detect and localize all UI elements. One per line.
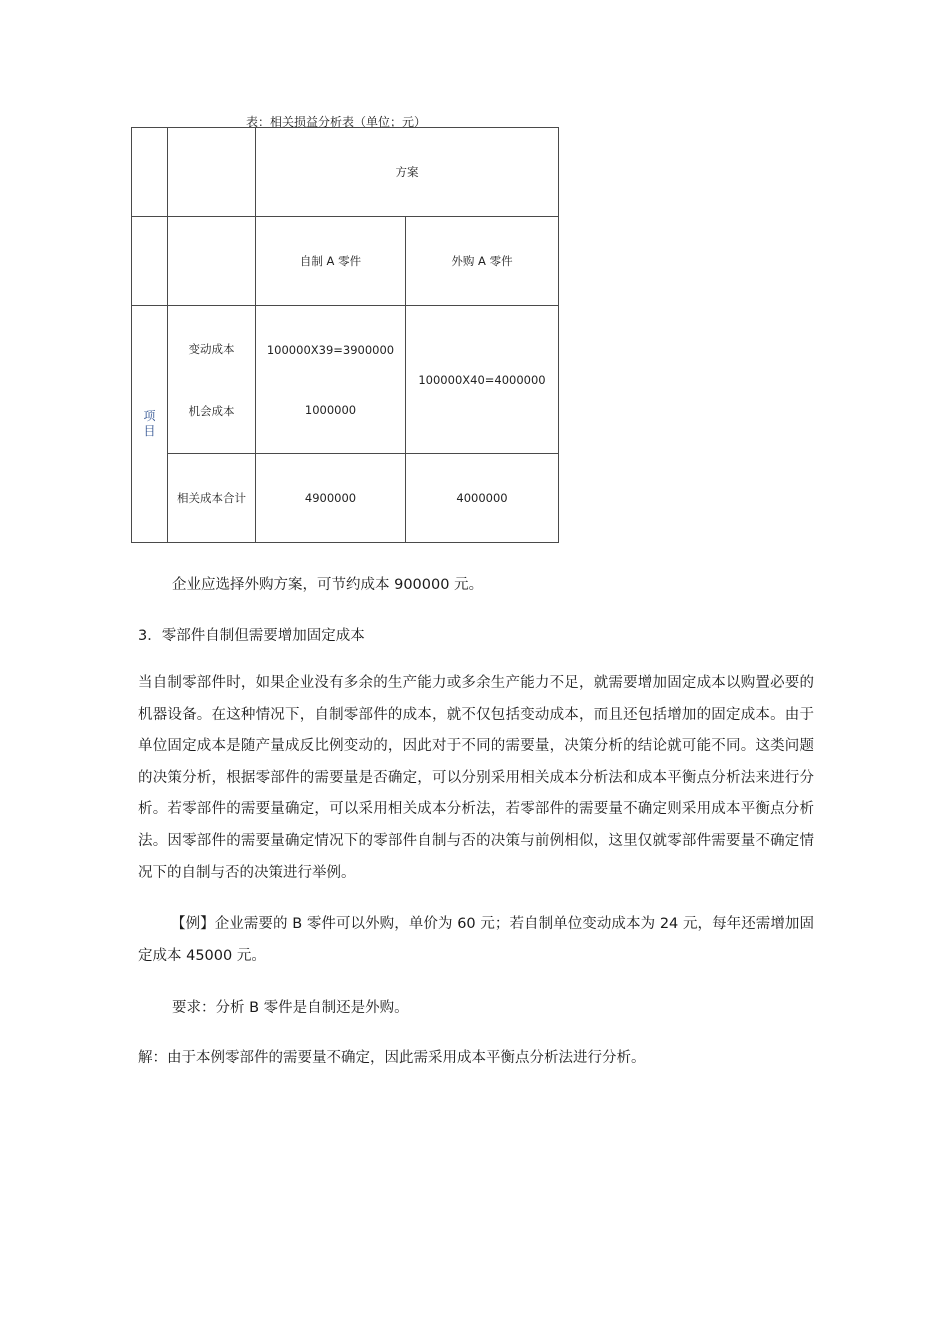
table-row [132, 454, 559, 543]
header-buy: 外购 A 零件 [406, 217, 559, 306]
table-cell-empty [168, 128, 256, 217]
solution-text: 解：由于本例零部件的需要量不确定，因此需采用成本平衡点分析法进行分析。 [138, 1050, 646, 1066]
body-paragraph: 当自制零部件时，如果企业没有多余的生产能力或多余生产能力不足，就需要增加固定成本以购置必要的机器设备。在这种情况下，自制零部件的成本，就不仅包括变动成本，而且还包括增加的固定成本。由于单位固定成本是随产量成反比例变动的，因此对于不同的需要量，决策分析的结论就可能不同。这类问题的决策分析，根据零部件的需要量是否确定，可以分别采用相关成本分析法和成本平衡点分析法来进行分析。若零部件的需要量确定，可以采用相关成本分析法，若零部件的需要量不确定则采用成本平衡点分析法。因零部件的需要量确定情况下的零部件自制与否的决策与前例相似，这里仅就零部件需要量不确定情况下的自制与否的决策进行举例。 [138, 675, 814, 881]
make-values-cell [256, 306, 406, 454]
table-cell-empty [168, 217, 256, 306]
table-row [132, 217, 559, 306]
requirement-text: 要求：分析 B 零件是自制还是外购。 [172, 1000, 409, 1016]
make-opportunity-value: 1000000 [304, 402, 357, 417]
row-label-total: 相关成本合计 [168, 454, 256, 543]
side-label-char: 目 [143, 424, 156, 438]
table-caption: 表：相关损益分析表（单位；元） [246, 115, 427, 129]
make-total-value: 4900000 [256, 454, 406, 543]
header-make: 自制 A 零件 [256, 217, 406, 306]
buy-variable-value: 100000X40=4000000 [406, 306, 559, 454]
cost-analysis-table [131, 127, 559, 543]
make-variable-value: 100000X39=3900000 [266, 342, 395, 357]
row-labels-cell [168, 306, 256, 454]
side-label-char: 项 [143, 409, 156, 423]
side-label-item [132, 306, 168, 543]
row-label-variable-cost: 变动成本 [188, 341, 235, 356]
table-row [132, 128, 559, 217]
buy-total-value: 4000000 [406, 454, 559, 543]
section-heading: 3．零部件自制但需要增加固定成本 [138, 628, 365, 644]
conclusion-text: 企业应选择外购方案，可节约成本 900000 元。 [172, 577, 484, 593]
table-cell-empty [132, 128, 168, 217]
row-label-opportunity-cost: 机会成本 [188, 403, 235, 418]
header-scheme: 方案 [256, 128, 559, 217]
table-row [132, 306, 559, 454]
example-paragraph: 【例】企业需要的 B 零件可以外购，单价为 60 元；若自制单位变动成本为 24 元，每年还需增加固定成本 45000 元。 [138, 916, 814, 964]
table-cell-empty [132, 217, 168, 306]
